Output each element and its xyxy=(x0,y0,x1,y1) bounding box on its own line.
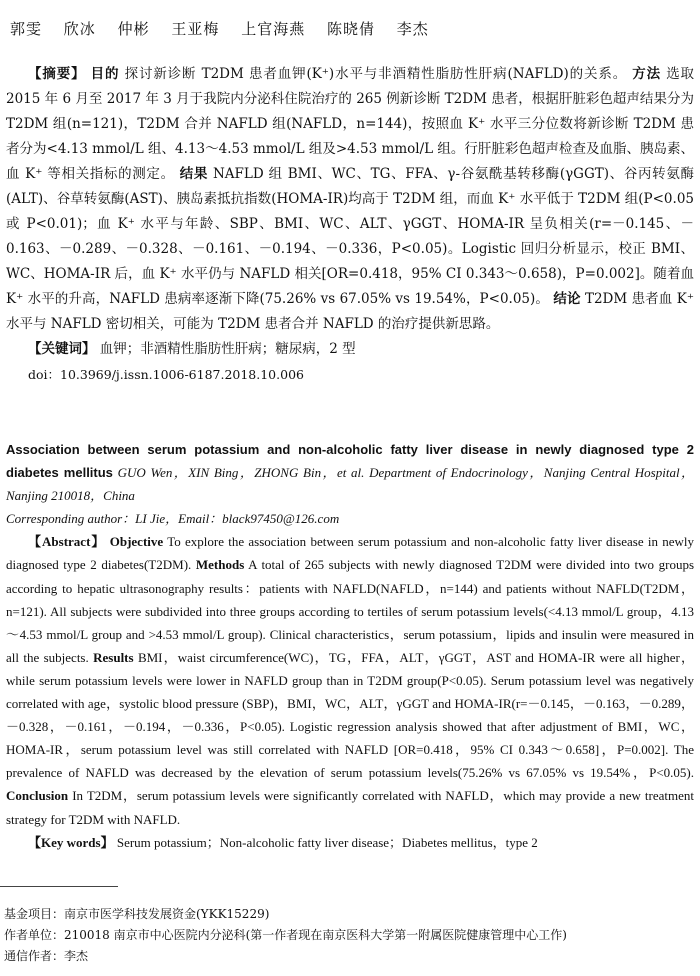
conclusion-label: 结论 xyxy=(553,291,581,307)
english-methods-label: Methods xyxy=(195,557,245,573)
footnote-divider xyxy=(0,886,118,887)
conclusion-text: T2DM 患者血 K⁺ 水平与 NAFLD 密切相关，可能为 T2DM 患者合并 NAFLD 的治疗提供新思路。 xyxy=(6,291,694,332)
abstract-label: 【摘要】 xyxy=(28,66,86,82)
english-methods-text: A total of 265 subjects with newly diagnosed T2DM were divided into two groups according to hepatic ultrasonography results：patients with NAFLD(NAFLD，n=144) and patients without NAFLD(T2DM，n=121). All subjects were subdivided into three groups according to tertiles of serum potassium levels(<4.13 mmol/L group，4.13～4.53 mmol/L group and >4.53 mmol/L group). Clinical characteristics，serum potassium，lipids and insulin were measured in all the subjects. xyxy=(6,557,695,665)
author-name: 上官海燕 xyxy=(241,20,306,38)
author-list xyxy=(10,18,445,39)
english-abstract-label: 【Abstract】 xyxy=(28,534,106,550)
chinese-abstract xyxy=(6,62,694,387)
keywords-text: 血钾；非酒精性脂肪性肝病；糖尿病，2 型 xyxy=(99,341,356,357)
objective-label: Objective xyxy=(109,534,164,550)
doi: doi：10.3969/j.issn.1006-6187.2018.10.006 xyxy=(28,367,304,382)
english-keywords-label: 【Key words】 xyxy=(28,834,114,850)
english-authors: GUO Wen，XIN Bing，ZHONG Bin，et al. Department of Endocrinology，Nanjing Central Hospital，Nanjing 210018，China xyxy=(6,465,694,504)
objective-text: To explore the association between serum potassium and non-alcoholic fatty liver disease in newly diagnosed type 2 diabetes(T2DM). xyxy=(6,534,695,573)
methods-label: 方法 xyxy=(632,66,662,82)
fund-note: 基金项目：南京市医学科技发展资金(YKK15229) xyxy=(4,907,270,921)
keywords-label: 【关键词】 xyxy=(28,341,96,357)
english-corresponding: Corresponding author：LI Jie，Email：black97450@126.com xyxy=(6,511,340,527)
author-name: 仲彬 xyxy=(117,20,150,38)
methods-text: 选取 2015 年 6 月至 2017 年 3 月于我院内分泌科住院治疗的 265 例新诊断 T2DM 患者，根据肝脏彩色超声结果分为 T2DM 组(n=121)，T2DM 合并 NAFLD 组(NAFLD，n=144)，按照血 K⁺ 水平三分位数将新诊断 T2DM 患者分为<4.13 mmol/L 组、4.13～4.53 mmol/L 组及>4.53 mmol/L 组。行肝脏彩色超声检查及血脂、胰岛素、血 K⁺ 等相关指标的测定。 xyxy=(6,66,695,182)
author-name: 李杰 xyxy=(396,20,429,38)
corresponding-note: 通信作者：李杰 xyxy=(4,949,89,963)
english-abstract xyxy=(6,438,694,854)
keywords-row xyxy=(6,337,694,362)
author-name: 陈晓倩 xyxy=(326,20,375,38)
english-keywords-text: Serum potassium；Non-alcoholic fatty liver disease；Diabetes mellitus，type 2 xyxy=(116,834,538,850)
english-conclusion-text: In T2DM，serum potassium levels were significantly correlated with NAFLD，which may provide a new treatment strategy for T2DM with NAFLD. xyxy=(6,788,694,827)
affiliation-note: 作者单位：210018 南京市中心医院内分泌科(第一作者现在南京医科大学第一附属医院健康管理中心工作) xyxy=(4,928,567,942)
aim-label: 目的 xyxy=(90,66,120,82)
english-results-label: Results xyxy=(93,649,134,665)
results-text: NAFLD 组 BMI、WC、TG、FFA、γ-谷氨酰基转移酶(γGGT)、谷丙转氨酶(ALT)、谷草转氨酶(AST)、胰岛素抵抗指数(HOMA-IR)均高于 T2DM 组，而血 K⁺ 水平低于 T2DM 组(P<0.05 或 P<0.01)；血 K⁺ 水平与年龄、SBP、BMI、WC、ALT、γGGT、HOMA-IR 呈负相关(r=－0.145、－0.163、－0.289、－0.328、－0.161、－0.194、－0.336，P<0.05)。Logistic 回归分析显示，校正 BMI、WC、HOMA-IR 后，血 K⁺ 水平仍与 NAFLD 相关[OR=0.418，95% CI 0.343～0.658)，P=0.002]。随着血 K⁺ 水平的升高，NAFLD 患病率逐渐下降(75.26% vs 67.05% vs 19.54%，P<0.05)。 xyxy=(6,166,694,307)
author-name: 欣冰 xyxy=(63,20,96,38)
footnotes xyxy=(4,904,567,967)
english-results-text: BMI，waist circumference(WC)，TG，FFA，ALT，γGGT，AST and HOMA-IR were all higher，while serum potassium levels were lower in NAFLD group than in T2DM group(P<0.05). Serum potassium level was negatively correlated with age，systolic blood pressure (SBP)，BMI，WC，ALT，γGGT and HOMA-IR(r=－0.145，－0.163，－0.289，－0.328，－0.161，－0.194，－0.336，P<0.05). Logistic regression analysis showed that after adjustment of BMI，WC，HOMA-IR，serum potassium level was still correlated with NAFLD [OR=0.418，95% CI 0.343～0.658]，P=0.002]. The prevalence of NAFLD was decreased by the elevation of serum potassium levels(75.26% vs 67.05% vs 19.54%，P<0.05). xyxy=(6,649,695,781)
author-name: 郭雯 xyxy=(10,20,43,38)
results-label: 结果 xyxy=(179,166,209,182)
aim-text: 探讨新诊断 T2DM 患者血钾(K⁺)水平与非酒精性脂肪性肝病(NAFLD)的关系。 xyxy=(124,66,628,82)
english-title: Association between serum potassium and non-alcoholic fatty liver disease in newly diagnosed type 2 diabetes mellitus xyxy=(6,442,694,481)
author-name: 王亚梅 xyxy=(171,20,220,38)
english-conclusion-label: Conclusion xyxy=(6,788,69,804)
